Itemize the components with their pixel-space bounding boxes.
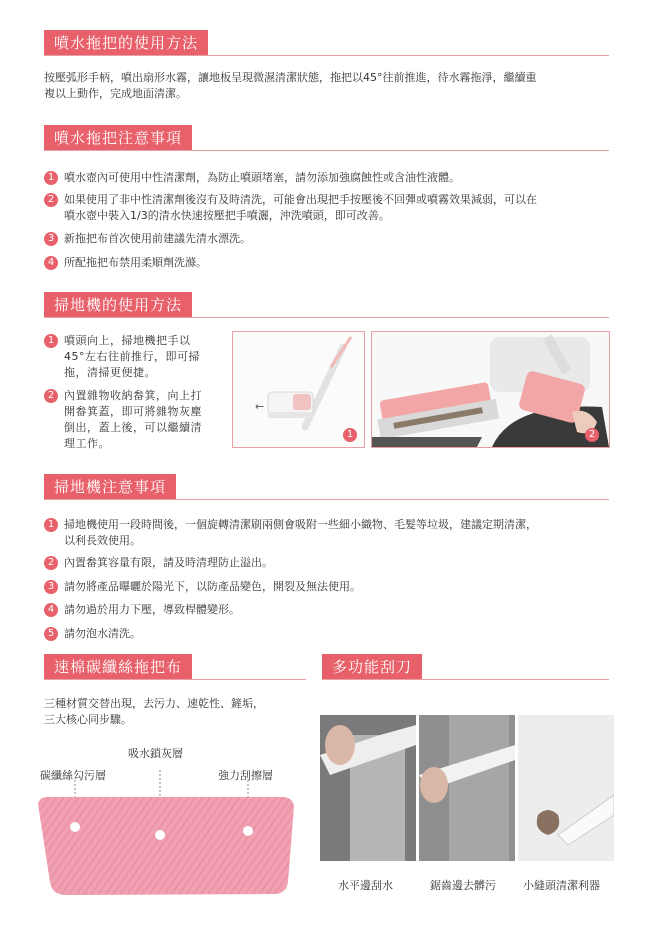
mop-pad-illustration xyxy=(30,760,310,910)
label-carbon-layer: 碳纖絲勾污層 xyxy=(40,769,106,782)
sweeper-push-photo xyxy=(232,331,365,448)
scraper-photo-flat-edge xyxy=(320,715,416,861)
scraper-photo-serrated-edge xyxy=(419,715,515,861)
number-badge-1: 1 xyxy=(44,518,58,532)
number-badge-2: 2 xyxy=(44,389,58,403)
mop-cloth-description: 三種材質交替出現，去污力、速乾性、鏟垢， 三大核心同步驟。 xyxy=(44,697,264,726)
number-badge-3: 3 xyxy=(44,232,58,246)
section-rule xyxy=(44,150,609,151)
number-badge-4: 4 xyxy=(44,256,58,270)
sweeper-step-2: 內置雜物收納畚箕，向上打 開畚箕蓋，即可將雜物灰塵 倒出，蓋上後，可以繼續清 理工作。 xyxy=(64,389,202,450)
sweeper-note-2: 內置畚箕容量有限，請及時清理防止溢出。 xyxy=(64,556,273,569)
section-title-mop-cloth: 速棉碳纖絲拖把布 xyxy=(44,654,192,680)
sweeper-note-5: 請勿泡水清洗。 xyxy=(64,627,141,640)
sweeper-note-4: 請勿過於用力下壓，導致桿體變形。 xyxy=(64,603,240,616)
text-line: 複以上動作，完成地面清潔。 xyxy=(44,87,187,100)
arrow-left-icon: ← xyxy=(255,400,265,413)
photo-badge-2: 2 xyxy=(585,428,599,442)
label-scrape-layer: 強力刮擦層 xyxy=(218,769,273,782)
number-badge-2: 2 xyxy=(44,556,58,570)
sweeper-dustpan-photo xyxy=(371,331,610,448)
section-rule xyxy=(44,317,609,318)
photo-badge-1: 1 xyxy=(343,428,357,442)
sweeper-note-3: 請勿將產品曝曬於陽光下，以防產品變色，開裂及無法使用。 xyxy=(64,580,361,593)
section-title-spray-mop-notes: 噴水拖把注意事項 xyxy=(44,125,192,151)
note-item-2: 如果使用了非中性清潔劑後沒有及時清洗，可能會出現把手按壓後不回彈或噴霧效果減弱，可以在 噴水壺中裝入1/3的清水快速按壓把手噴灑，沖洗噴頭，即可改善。 xyxy=(64,193,537,222)
number-badge-1: 1 xyxy=(44,334,58,348)
spray-mop-usage-text xyxy=(44,70,619,102)
note-item-1: 噴水壺內可使用中性清潔劑，為防止噴頭堵塞，請勿添加強腐蝕性或含油性液體。 xyxy=(64,171,460,184)
number-badge-1: 1 xyxy=(44,171,58,185)
note-item-4: 所配拖把布禁用柔順劑洗滌。 xyxy=(64,256,207,269)
sweeper-step-1: 噴頭向上，掃地機把手以 45°左右往前推行，即可掃 拖，清掃更便捷。 xyxy=(64,334,200,379)
number-badge-5: 5 xyxy=(44,627,58,641)
caption-serrated-edge: 鋸齒邊去髒污 xyxy=(430,879,496,892)
number-badge-3: 3 xyxy=(44,580,58,594)
section-title-sweeper-usage: 掃地機的使用方法 xyxy=(44,292,192,318)
section-rule xyxy=(44,55,609,56)
section-rule xyxy=(44,499,609,500)
section-rule xyxy=(322,679,609,680)
caption-small-tip: 小縫頭清潔利器 xyxy=(523,879,600,892)
number-badge-4: 4 xyxy=(44,603,58,617)
section-title-scraper: 多功能刮刀 xyxy=(322,654,422,680)
caption-flat-edge: 水平邊刮水 xyxy=(338,879,393,892)
section-title-spray-mop-usage: 噴水拖把的使用方法 xyxy=(44,30,208,56)
sweeper-note-1: 掃地機使用一段時間後，一個旋轉清潔刷兩側會吸附一些細小織物、毛髮等垃圾，建議定期清潔， 以利長效使用。 xyxy=(64,518,537,547)
text-line: 按壓弧形手柄，噴出扇形水霧，讓地板呈現微濕清潔狀態，拖把以45°往前推進，待水霧拖淨，繼續重 xyxy=(44,71,537,84)
label-absorb-layer: 吸水鎖灰層 xyxy=(128,747,183,760)
section-title-sweeper-notes: 掃地機注意事項 xyxy=(44,474,176,500)
section-rule xyxy=(44,679,306,680)
scraper-photo-small-tip xyxy=(518,715,614,861)
note-item-3: 新拖把布首次使用前建議先清水漂洗。 xyxy=(64,232,251,245)
sweeper-dustpan-illustration xyxy=(372,332,609,447)
number-badge-2: 2 xyxy=(44,193,58,207)
